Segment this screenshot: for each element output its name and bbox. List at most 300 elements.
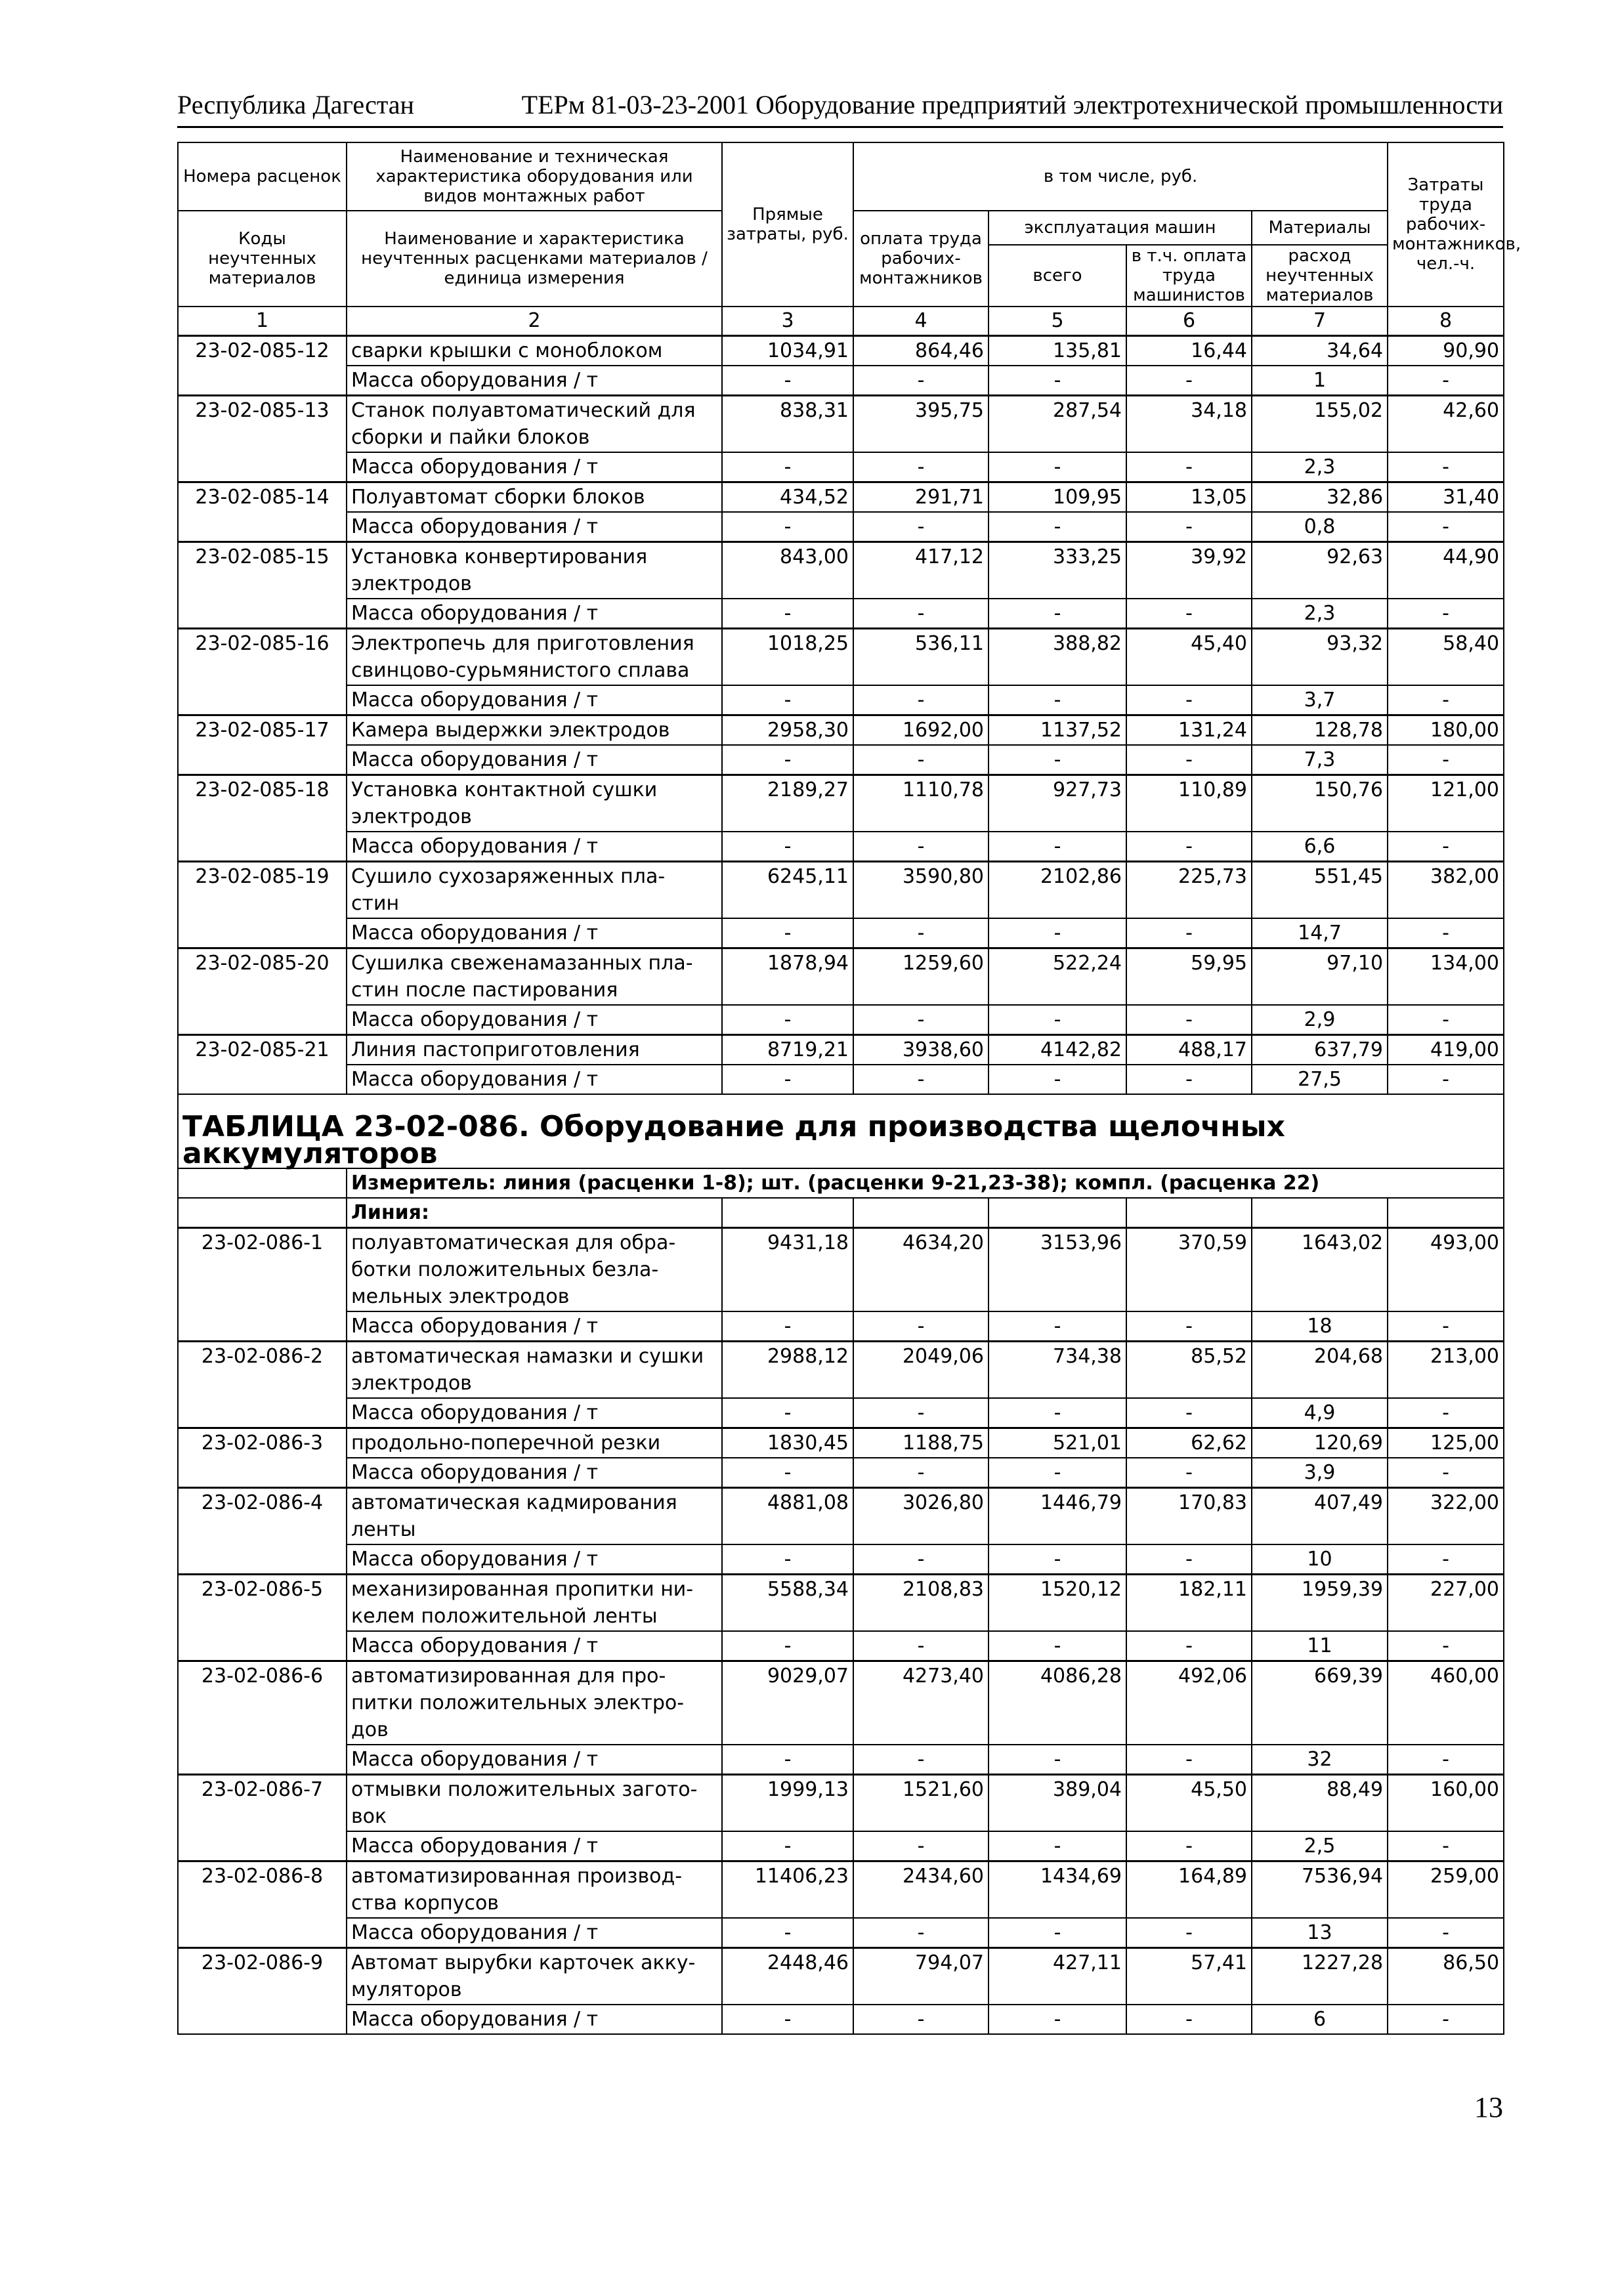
dash-cell: - (1126, 832, 1252, 862)
dash-cell: - (722, 1005, 853, 1035)
value-cell: 794,07 (853, 1948, 989, 2005)
dash-cell: - (1126, 1398, 1252, 1428)
value-cell: 1227,28 (1252, 1948, 1388, 2005)
col-material-codes-header: Коды неучтенных материалов (178, 211, 347, 307)
rate-name-line: Сушилка свеженамазанных пла- (351, 952, 693, 975)
table-row (178, 336, 1504, 366)
mass-row (178, 1745, 1504, 1775)
value-cell: 182,11 (1126, 1575, 1252, 1632)
table-row (178, 1575, 1504, 1632)
value-cell: 1034,91 (722, 336, 853, 366)
col-machine-operation-header: эксплуатация машин (989, 211, 1252, 245)
value-cell: 1959,39 (1252, 1575, 1388, 1632)
rate-code: 23-02-086-9 (178, 1948, 347, 2035)
mass-value: 6 (1252, 2005, 1388, 2034)
table-086-title: ТАБЛИЦА 23-02-086. Оборудование для производства щелочных аккумуляторов (178, 1094, 1504, 1168)
mass-value: 2,9 (1252, 1005, 1388, 1035)
value-cell: 4273,40 (853, 1661, 989, 1745)
rate-code: 23-02-085-16 (178, 629, 347, 715)
mass-value: 13 (1252, 1918, 1388, 1948)
mass-row (178, 1005, 1504, 1035)
value-cell: 160,00 (1388, 1775, 1504, 1832)
mass-value: 1 (1252, 366, 1388, 396)
dash-cell: - (853, 1311, 989, 1342)
value-cell: 460,00 (1388, 1661, 1504, 1745)
mass-value: 4,9 (1252, 1398, 1388, 1428)
table-row (178, 1228, 1504, 1312)
value-cell: 204,68 (1252, 1342, 1388, 1399)
value-cell: 1259,60 (853, 948, 989, 1006)
dash-cell: - (989, 1005, 1126, 1035)
value-cell: 492,06 (1126, 1661, 1252, 1745)
value-cell: 155,02 (1252, 396, 1388, 453)
value-cell: 1878,94 (722, 948, 853, 1006)
mass-row (178, 685, 1504, 715)
table-row (178, 1488, 1504, 1545)
value-cell: 121,00 (1388, 775, 1504, 832)
dash-cell: - (989, 1398, 1126, 1428)
mass-row (178, 452, 1504, 482)
rate-name-line: дов (351, 1718, 389, 1741)
rate-name-line: свинцово-сурьмянистого сплава (351, 659, 690, 682)
dash-cell: - (1126, 452, 1252, 482)
value-cell: 734,38 (989, 1342, 1126, 1399)
dash-cell: - (722, 1831, 853, 1861)
col-materials-header: Материалы (1252, 211, 1388, 245)
rate-name-line: электродов (351, 572, 472, 595)
mass-label: Масса оборудования / т (347, 1458, 722, 1488)
value-cell: 42,60 (1388, 396, 1504, 453)
col-material-name-header: Наименование и характеристика неучтенных расценками материалов / единица измерения (347, 211, 722, 307)
value-cell: 92,63 (1252, 542, 1388, 599)
value-cell: 4086,28 (989, 1661, 1126, 1745)
table-row (178, 1342, 1504, 1399)
dash-cell: - (989, 918, 1126, 948)
value-cell: 1520,12 (989, 1575, 1126, 1632)
rate-name-line: отмывки положительных загото- (351, 1778, 698, 1801)
value-cell: 259,00 (1388, 1861, 1504, 1919)
value-cell: 7536,94 (1252, 1861, 1388, 1919)
rate-name (347, 1775, 722, 1832)
mass-label: Масса оборудования / т (347, 1311, 722, 1342)
mass-row (178, 1458, 1504, 1488)
value-cell: 131,24 (1126, 715, 1252, 746)
value-cell: 2189,27 (722, 775, 853, 832)
rate-code: 23-02-085-18 (178, 775, 347, 862)
mass-row (178, 1831, 1504, 1861)
rate-code: 23-02-086-5 (178, 1575, 347, 1661)
value-cell: 2988,12 (722, 1342, 853, 1399)
dash-cell: - (722, 1398, 853, 1428)
mass-row (178, 1398, 1504, 1428)
dash-cell: - (722, 1745, 853, 1775)
rate-name-line: Установка контактной сушки (351, 778, 658, 801)
mass-value: 14,7 (1252, 918, 1388, 948)
col-material-consumption-header: расход неучтенных материалов (1252, 245, 1388, 307)
value-cell: 32,86 (1252, 482, 1388, 513)
mass-row (178, 1065, 1504, 1094)
dash-cell: - (722, 599, 853, 629)
value-cell: 434,52 (722, 482, 853, 513)
value-cell: 45,40 (1126, 629, 1252, 686)
value-cell: 39,92 (1126, 542, 1252, 599)
value-cell: 86,50 (1388, 1948, 1504, 2005)
dash-cell: - (989, 366, 1126, 396)
rate-name-line: Линия пастоприготовления (351, 1038, 640, 1061)
value-cell: 1830,45 (722, 1428, 853, 1458)
dash-cell: - (722, 1918, 853, 1948)
value-cell: 90,90 (1388, 336, 1504, 366)
value-cell: 227,00 (1388, 1575, 1504, 1632)
mass-row (178, 2005, 1504, 2034)
rate-name (347, 1342, 722, 1399)
dash-cell: - (989, 512, 1126, 542)
value-cell: 45,50 (1126, 1775, 1252, 1832)
table-row (178, 775, 1504, 832)
value-cell: 522,24 (989, 948, 1126, 1006)
table-row (178, 1661, 1504, 1745)
value-cell: 2448,46 (722, 1948, 853, 2005)
value-cell: 57,41 (1126, 1948, 1252, 2005)
value-cell: 838,31 (722, 396, 853, 453)
dash-cell: - (853, 599, 989, 629)
dash-cell: - (989, 1918, 1126, 1948)
mass-value: 0,8 (1252, 512, 1388, 542)
header-rule (177, 126, 1503, 128)
table-row (178, 862, 1504, 919)
value-cell: 3590,80 (853, 862, 989, 919)
rate-name (347, 482, 722, 513)
value-cell: 88,49 (1252, 1775, 1388, 1832)
value-cell: 150,76 (1252, 775, 1388, 832)
table-086-heading (178, 1094, 1504, 1228)
rate-name-line: автоматическая кадмирования (351, 1491, 677, 1514)
mass-value: 7,3 (1252, 745, 1388, 775)
value-cell: 1999,13 (722, 1775, 853, 1832)
col-rate-numbers-header: Номера расценок (178, 142, 347, 211)
dash-cell: - (1388, 366, 1504, 396)
value-cell: 2958,30 (722, 715, 853, 746)
mass-value: 2,5 (1252, 1831, 1388, 1861)
table-row (178, 1035, 1504, 1065)
rate-name-line: стин после пастирования (351, 979, 618, 1002)
rate-name-line: Сушило сухозаряженных пла- (351, 865, 666, 888)
dash-cell: - (1388, 452, 1504, 482)
col-worker-wages-header: оплата труда рабочих-монтажников (853, 211, 989, 307)
table-row (178, 1775, 1504, 1832)
dash-cell: - (1126, 1831, 1252, 1861)
value-cell: 134,00 (1388, 948, 1504, 1006)
dash-cell: - (853, 1631, 989, 1661)
header-region: Республика Дагестан (177, 90, 414, 119)
value-cell: 1434,69 (989, 1861, 1126, 1919)
table-086-measure: Измеритель: линия (расценки 1-8); шт. (расценки 9-21,23-38); компл. (расценка 22) (347, 1168, 1504, 1198)
mass-label: Масса оборудования / т (347, 832, 722, 862)
value-cell: 370,59 (1126, 1228, 1252, 1312)
rate-name-line: ботки положительных безла- (351, 1258, 659, 1281)
value-cell: 213,00 (1388, 1342, 1504, 1399)
rate-name-line: мельных электродов (351, 1285, 570, 1308)
value-cell: 44,90 (1388, 542, 1504, 599)
dash-cell: - (853, 1398, 989, 1428)
dash-cell: - (1388, 1005, 1504, 1035)
dash-cell: - (1126, 366, 1252, 396)
mass-label: Масса оборудования / т (347, 512, 722, 542)
value-cell: 1446,79 (989, 1488, 1126, 1545)
value-cell: 9029,07 (722, 1661, 853, 1745)
mass-row (178, 832, 1504, 862)
value-cell: 488,17 (1126, 1035, 1252, 1065)
rate-name-line: электродов (351, 805, 472, 828)
dash-cell: - (1388, 1458, 1504, 1488)
dash-cell: - (989, 452, 1126, 482)
col-number: 1 (178, 307, 347, 336)
col-including-header: в том числе, руб. (853, 142, 1388, 211)
value-cell: 93,32 (1252, 629, 1388, 686)
col-labor-hours-header: Затраты труда рабочих-монтажников, чел.-ч. (1388, 142, 1504, 307)
rate-name (347, 1228, 722, 1312)
value-cell: 9431,18 (722, 1228, 853, 1312)
rate-name-line: питки положительных электро- (351, 1691, 685, 1714)
mass-label: Масса оборудования / т (347, 1918, 722, 1948)
rate-name (347, 1488, 722, 1545)
value-cell: 536,11 (853, 629, 989, 686)
dash-cell: - (989, 745, 1126, 775)
rate-name-line: Электропечь для приготовления (351, 632, 694, 655)
mass-label: Масса оборудования / т (347, 1398, 722, 1428)
dash-cell: - (853, 1458, 989, 1488)
dash-cell: - (853, 685, 989, 715)
rate-name-line: стин (351, 892, 400, 915)
mass-value: 27,5 (1252, 1065, 1388, 1094)
col-number: 8 (1388, 307, 1504, 336)
value-cell: 2102,86 (989, 862, 1126, 919)
value-cell: 128,78 (1252, 715, 1388, 746)
mass-label: Масса оборудования / т (347, 452, 722, 482)
value-cell: 843,00 (722, 542, 853, 599)
rate-name (347, 336, 722, 366)
mass-label: Масса оборудования / т (347, 599, 722, 629)
page-number: 13 (1474, 2091, 1503, 2123)
dash-cell: - (989, 599, 1126, 629)
table-085-body (178, 336, 1504, 1095)
dash-cell: - (722, 1311, 853, 1342)
table-row (178, 396, 1504, 453)
dash-cell: - (1388, 599, 1504, 629)
col-number: 6 (1126, 307, 1252, 336)
col-number: 4 (853, 307, 989, 336)
dash-cell: - (1126, 1745, 1252, 1775)
rate-name-line: электродов (351, 1372, 472, 1395)
dash-cell: - (853, 1745, 989, 1775)
rate-name-line: Станок полуавтоматический для (351, 399, 696, 422)
rate-name (347, 1948, 722, 2005)
rate-code: 23-02-086-7 (178, 1775, 347, 1861)
value-cell: 31,40 (1388, 482, 1504, 513)
value-cell: 3938,60 (853, 1035, 989, 1065)
dash-cell: - (1126, 1065, 1252, 1094)
value-cell: 382,00 (1388, 862, 1504, 919)
rate-code: 23-02-086-8 (178, 1861, 347, 1948)
value-cell: 3153,96 (989, 1228, 1126, 1312)
dash-cell: - (1126, 1918, 1252, 1948)
table-row (178, 1861, 1504, 1919)
mass-row (178, 1311, 1504, 1342)
mass-row (178, 599, 1504, 629)
rate-code: 23-02-086-6 (178, 1661, 347, 1775)
value-cell: 2049,06 (853, 1342, 989, 1399)
dash-cell: - (1388, 685, 1504, 715)
dash-cell: - (722, 2005, 853, 2034)
dash-cell: - (989, 685, 1126, 715)
col-number: 5 (989, 307, 1126, 336)
value-cell: 493,00 (1388, 1228, 1504, 1312)
value-cell: 419,00 (1388, 1035, 1504, 1065)
dash-cell: - (722, 918, 853, 948)
dash-cell: - (722, 366, 853, 396)
value-cell: 180,00 (1388, 715, 1504, 746)
value-cell: 4881,08 (722, 1488, 853, 1545)
dash-cell: - (1126, 745, 1252, 775)
table-row (178, 1428, 1504, 1458)
value-cell: 109,95 (989, 482, 1126, 513)
dash-cell: - (853, 452, 989, 482)
dash-cell: - (722, 452, 853, 482)
value-cell: 34,64 (1252, 336, 1388, 366)
dash-cell: - (989, 1311, 1126, 1342)
table-row (178, 715, 1504, 746)
rate-name (347, 1428, 722, 1458)
mass-label: Масса оборудования / т (347, 1544, 722, 1575)
mass-label: Масса оборудования / т (347, 1745, 722, 1775)
dash-cell: - (1388, 1831, 1504, 1861)
dash-cell: - (1388, 1065, 1504, 1094)
mass-label: Масса оборудования / т (347, 1831, 722, 1861)
rate-name-line: механизированная пропитки ни- (351, 1578, 694, 1601)
value-cell: 1643,02 (1252, 1228, 1388, 1312)
rate-code: 23-02-085-21 (178, 1035, 347, 1095)
value-cell: 427,11 (989, 1948, 1126, 2005)
dash-cell: - (1388, 1745, 1504, 1775)
dash-cell: - (1388, 1918, 1504, 1948)
value-cell: 551,45 (1252, 862, 1388, 919)
col-direct-costs-header: Прямые затраты, руб. (722, 142, 853, 307)
mass-row (178, 1631, 1504, 1661)
dash-cell: - (853, 1831, 989, 1861)
rate-name-line: келем положительной ленты (351, 1605, 658, 1628)
dash-cell: - (853, 2005, 989, 2034)
dash-cell: - (722, 1458, 853, 1488)
col-machine-total-header: всего (989, 245, 1126, 307)
value-cell: 5588,34 (722, 1575, 853, 1632)
value-cell: 322,00 (1388, 1488, 1504, 1545)
dash-cell: - (722, 745, 853, 775)
mass-label: Масса оборудования / т (347, 1631, 722, 1661)
dash-cell: - (1388, 1631, 1504, 1661)
value-cell: 521,01 (989, 1428, 1126, 1458)
dash-cell: - (989, 1065, 1126, 1094)
dash-cell: - (853, 1065, 989, 1094)
dash-cell: - (1126, 512, 1252, 542)
rate-code: 23-02-085-12 (178, 336, 347, 396)
value-cell: 225,73 (1126, 862, 1252, 919)
rate-name (347, 396, 722, 453)
dash-cell: - (853, 366, 989, 396)
value-cell: 2108,83 (853, 1575, 989, 1632)
dash-cell: - (722, 832, 853, 862)
rate-code: 23-02-086-2 (178, 1342, 347, 1428)
rate-name (347, 715, 722, 746)
dash-cell: - (722, 685, 853, 715)
mass-label: Масса оборудования / т (347, 1005, 722, 1035)
value-cell: 125,00 (1388, 1428, 1504, 1458)
value-cell: 6245,11 (722, 862, 853, 919)
rate-name (347, 1035, 722, 1065)
rate-code: 23-02-086-4 (178, 1488, 347, 1575)
rate-name (347, 542, 722, 599)
rate-name-line: сборки и пайки блоков (351, 426, 590, 449)
mass-value: 6,6 (1252, 832, 1388, 862)
value-cell: 97,10 (1252, 948, 1388, 1006)
mass-row (178, 366, 1504, 396)
value-cell: 1110,78 (853, 775, 989, 832)
value-cell: 388,82 (989, 629, 1126, 686)
mass-row (178, 918, 1504, 948)
mass-value: 10 (1252, 1544, 1388, 1575)
rate-name-line: вок (351, 1805, 387, 1828)
dash-cell: - (853, 512, 989, 542)
value-cell: 164,89 (1126, 1861, 1252, 1919)
mass-label: Масса оборудования / т (347, 2005, 722, 2034)
col-machinist-wages-header: в т.ч. оплата труда машинистов (1126, 245, 1252, 307)
value-cell: 637,79 (1252, 1035, 1388, 1065)
table-086-body (178, 1228, 1504, 2035)
dash-cell: - (1126, 1458, 1252, 1488)
dash-cell: - (1388, 2005, 1504, 2034)
rate-name-line: Установка конвертирования (351, 545, 648, 568)
dash-cell: - (989, 1544, 1126, 1575)
rate-name (347, 1861, 722, 1919)
mass-label: Масса оборудования / т (347, 1065, 722, 1094)
mass-label: Масса оборудования / т (347, 366, 722, 396)
value-cell: 13,05 (1126, 482, 1252, 513)
mass-value: 3,7 (1252, 685, 1388, 715)
dash-cell: - (1126, 599, 1252, 629)
dash-cell: - (1126, 1311, 1252, 1342)
value-cell: 62,62 (1126, 1428, 1252, 1458)
dash-cell: - (1126, 1544, 1252, 1575)
value-cell: 170,83 (1126, 1488, 1252, 1545)
mass-value: 32 (1252, 1745, 1388, 1775)
rate-name-line: автоматизированная для про- (351, 1665, 666, 1688)
rate-code: 23-02-085-19 (178, 862, 347, 948)
value-cell: 389,04 (989, 1775, 1126, 1832)
value-cell: 417,12 (853, 542, 989, 599)
rate-name (347, 1575, 722, 1632)
value-cell: 4634,20 (853, 1228, 989, 1312)
value-cell: 120,69 (1252, 1428, 1388, 1458)
rate-name (347, 1661, 722, 1745)
dash-cell: - (722, 1631, 853, 1661)
value-cell: 3026,80 (853, 1488, 989, 1545)
table-row (178, 629, 1504, 686)
value-cell: 1692,00 (853, 715, 989, 746)
dash-cell: - (853, 1005, 989, 1035)
rates-table (177, 142, 1521, 2035)
rate-name-line: автоматизированная производ- (351, 1865, 683, 1888)
mass-row (178, 1918, 1504, 1948)
dash-cell: - (853, 918, 989, 948)
